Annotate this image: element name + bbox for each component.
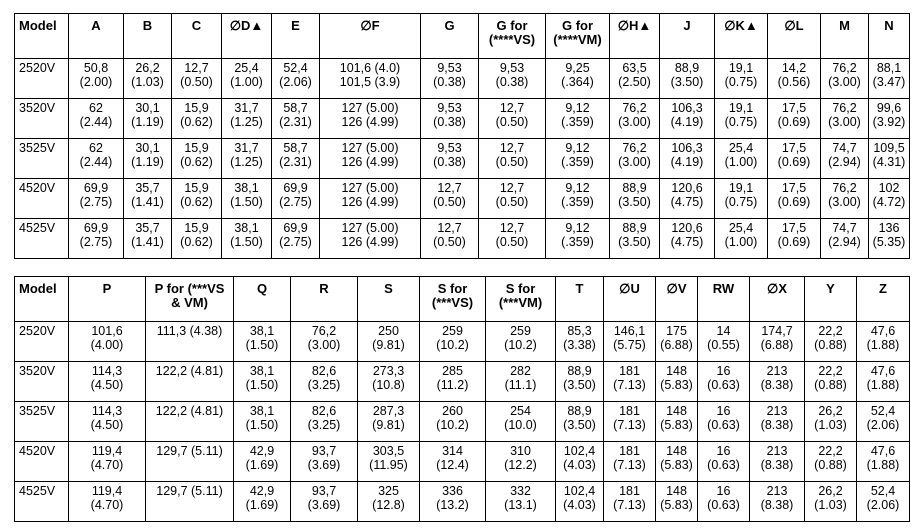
dimension-cell: 30,1 (1.19)	[124, 99, 172, 139]
dimension-cell: 111,3 (4.38)	[146, 322, 234, 362]
dimension-cell: 15,9 (0.62)	[172, 139, 222, 179]
dimension-cell: 22,2 (0.88)	[805, 322, 857, 362]
dimension-cell: 127 (5.00) 126 (4.99)	[320, 139, 421, 179]
dimension-cell: 102,4 (4.03)	[556, 482, 604, 522]
dimension-cell: 148 (5.83)	[656, 402, 698, 442]
dimension-cell: 119,4 (4.70)	[69, 482, 146, 522]
dimension-cell: 88,9 (3.50)	[556, 402, 604, 442]
dimensions-table-2	[14, 276, 910, 522]
dimension-cell: 12,7 (0.50)	[479, 179, 546, 219]
dimension-cell: 22,2 (0.88)	[805, 442, 857, 482]
dimension-cell: 181 (7.13)	[604, 442, 656, 482]
dimension-cell: 16 (0.63)	[698, 402, 750, 442]
column-header: J	[660, 14, 715, 59]
dimension-cell: 19,1 (0.75)	[715, 179, 768, 219]
dimension-cell: 47,6 (1.88)	[857, 442, 910, 482]
model-cell: 4520V	[15, 179, 69, 219]
column-header: S for (***VM)	[486, 277, 556, 322]
dimension-cell: 25,4 (1.00)	[222, 59, 272, 99]
dimension-cell: 175 (6.88)	[656, 322, 698, 362]
dimension-cell: 260 (10.2)	[420, 402, 486, 442]
dimension-cell: 35,7 (1.41)	[124, 219, 172, 259]
dimension-cell: 19,1 (0.75)	[715, 59, 768, 99]
model-cell: 3520V	[15, 99, 69, 139]
column-header: ∅H▲	[610, 14, 660, 59]
dimension-cell: 181 (7.13)	[604, 402, 656, 442]
dimension-cell: 42,9 (1.69)	[234, 442, 291, 482]
column-header: S for (***VS)	[420, 277, 486, 322]
column-header: R	[291, 277, 358, 322]
dimension-cell: 76,2 (3.00)	[821, 179, 869, 219]
column-header: Y	[805, 277, 857, 322]
dimension-cell: 9,12 (.359)	[546, 99, 610, 139]
dimension-cell: 12,7 (0.50)	[421, 219, 479, 259]
dimension-cell: 181 (7.13)	[604, 362, 656, 402]
dimension-cell: 63,5 (2.50)	[610, 59, 660, 99]
dimension-cell: 325 (12.8)	[358, 482, 420, 522]
table-row	[15, 482, 910, 522]
dimension-cell: 52,4 (2.06)	[857, 482, 910, 522]
column-header: ∅X	[750, 277, 805, 322]
dimension-cell: 69,9 (2.75)	[272, 179, 320, 219]
dimension-cell: 273,3 (10.8)	[358, 362, 420, 402]
dimension-cell: 136 (5.35)	[869, 219, 910, 259]
column-header: T	[556, 277, 604, 322]
column-header: ∅V	[656, 277, 698, 322]
dimension-cell: 9,25 (.364)	[546, 59, 610, 99]
dimension-cell: 336 (13.2)	[420, 482, 486, 522]
dimension-cell: 106,3 (4.19)	[660, 99, 715, 139]
dimension-cell: 314 (12.4)	[420, 442, 486, 482]
dimension-cell: 14,2 (0.56)	[768, 59, 821, 99]
dimension-cell: 9,53 (0.38)	[421, 59, 479, 99]
column-header: ∅L	[768, 14, 821, 59]
column-header: E	[272, 14, 320, 59]
dimension-cell: 31,7 (1.25)	[222, 139, 272, 179]
dimension-cell: 9,12 (.359)	[546, 219, 610, 259]
dimension-cell: 99,6 (3.92)	[869, 99, 910, 139]
table-row	[15, 322, 910, 362]
dimension-cell: 174,7 (6.88)	[750, 322, 805, 362]
table-row	[15, 442, 910, 482]
column-header: ∅F	[320, 14, 421, 59]
table1-header-row	[15, 14, 910, 59]
dimension-cell: 127 (5.00) 126 (4.99)	[320, 179, 421, 219]
dimension-cell: 109,5 (4.31)	[869, 139, 910, 179]
dimension-cell: 16 (0.63)	[698, 362, 750, 402]
dimension-cell: 25,4 (1.00)	[715, 139, 768, 179]
column-header: ∅K▲	[715, 14, 768, 59]
dimension-cell: 74,7 (2.94)	[821, 219, 869, 259]
table-row	[15, 362, 910, 402]
dimension-cell: 88,1 (3.47)	[869, 59, 910, 99]
model-cell: 2520V	[15, 322, 69, 362]
dimension-cell: 120,6 (4.75)	[660, 179, 715, 219]
column-header: Q	[234, 277, 291, 322]
dimension-cell: 38,1 (1.50)	[222, 219, 272, 259]
dimension-cell: 74,7 (2.94)	[821, 139, 869, 179]
dimension-cell: 146,1 (5.75)	[604, 322, 656, 362]
table-row	[15, 179, 910, 219]
column-header: ∅U	[604, 277, 656, 322]
column-header: C	[172, 14, 222, 59]
table-row	[15, 139, 910, 179]
dimension-cell: 76,2 (3.00)	[821, 99, 869, 139]
column-header: N	[869, 14, 910, 59]
dimension-cell: 16 (0.63)	[698, 442, 750, 482]
model-cell: 4525V	[15, 219, 69, 259]
dimension-cell: 129,7 (5.11)	[146, 482, 234, 522]
dimension-cell: 88,9 (3.50)	[610, 219, 660, 259]
dimension-cell: 69,9 (2.75)	[69, 219, 124, 259]
dimension-cell: 101,6 (4.00)	[69, 322, 146, 362]
column-header: S	[358, 277, 420, 322]
dimension-cell: 148 (5.83)	[656, 442, 698, 482]
dimension-cell: 50,8 (2.00)	[69, 59, 124, 99]
dimension-cell: 58,7 (2.31)	[272, 99, 320, 139]
dimension-cell: 62 (2.44)	[69, 139, 124, 179]
dimension-cell: 102,4 (4.03)	[556, 442, 604, 482]
dimension-cell: 17,5 (0.69)	[768, 139, 821, 179]
model-cell: 2520V	[15, 59, 69, 99]
dimension-cell: 282 (11.1)	[486, 362, 556, 402]
dimension-cell: 148 (5.83)	[656, 362, 698, 402]
model-cell: 4520V	[15, 442, 69, 482]
dimension-cell: 26,2 (1.03)	[805, 402, 857, 442]
dimension-cell: 114,3 (4.50)	[69, 362, 146, 402]
dimension-cell: 114,3 (4.50)	[69, 402, 146, 442]
dimension-cell: 15,9 (0.62)	[172, 219, 222, 259]
dimension-cell: 122,2 (4.81)	[146, 402, 234, 442]
dimension-cell: 213 (8.38)	[750, 402, 805, 442]
column-header: P	[69, 277, 146, 322]
dimension-cell: 16 (0.63)	[698, 482, 750, 522]
dimension-cell: 120,6 (4.75)	[660, 219, 715, 259]
dimension-cell: 259 (10.2)	[486, 322, 556, 362]
table1-body	[15, 59, 910, 259]
dimension-cell: 17,5 (0.69)	[768, 99, 821, 139]
dimension-cell: 181 (7.13)	[604, 482, 656, 522]
dimension-cell: 88,9 (3.50)	[660, 59, 715, 99]
dimension-cell: 82,6 (3.25)	[291, 362, 358, 402]
dimension-cell: 76,2 (3.00)	[821, 59, 869, 99]
dimension-cell: 42,9 (1.69)	[234, 482, 291, 522]
dimension-cell: 9,53 (0.38)	[421, 99, 479, 139]
table-row	[15, 219, 910, 259]
model-cell: 3520V	[15, 362, 69, 402]
dimension-cell: 332 (13.1)	[486, 482, 556, 522]
dimension-cell: 12,7 (0.50)	[479, 99, 546, 139]
dimension-cell: 69,9 (2.75)	[272, 219, 320, 259]
column-header: G	[421, 14, 479, 59]
dimension-cell: 213 (8.38)	[750, 362, 805, 402]
dimension-cell: 102 (4.72)	[869, 179, 910, 219]
dimension-cell: 17,5 (0.69)	[768, 219, 821, 259]
column-header: G for (****VS)	[479, 14, 546, 59]
column-header: A	[69, 14, 124, 59]
dimension-cell: 12,7 (0.50)	[172, 59, 222, 99]
dimension-cell: 127 (5.00) 126 (4.99)	[320, 219, 421, 259]
dimension-cell: 9,12 (.359)	[546, 139, 610, 179]
dimension-cell: 76,2 (3.00)	[291, 322, 358, 362]
dimension-cell: 19,1 (0.75)	[715, 99, 768, 139]
dimension-cell: 122,2 (4.81)	[146, 362, 234, 402]
table2-header-row	[15, 277, 910, 322]
dimension-cell: 9,53 (0.38)	[479, 59, 546, 99]
model-cell: 3525V	[15, 139, 69, 179]
dimension-cell: 47,6 (1.88)	[857, 362, 910, 402]
dimension-cell: 82,6 (3.25)	[291, 402, 358, 442]
dimension-cell: 12,7 (0.50)	[479, 139, 546, 179]
dimension-cell: 254 (10.0)	[486, 402, 556, 442]
dimension-cell: 26,2 (1.03)	[124, 59, 172, 99]
dimension-cell: 47,6 (1.88)	[857, 322, 910, 362]
dimension-cell: 76,2 (3.00)	[610, 99, 660, 139]
dimension-cell: 9,12 (.359)	[546, 179, 610, 219]
column-header: M	[821, 14, 869, 59]
dimensions-table-1	[14, 13, 910, 259]
dimension-cell: 106,3 (4.19)	[660, 139, 715, 179]
dimension-cell: 310 (12.2)	[486, 442, 556, 482]
dimension-cell: 69,9 (2.75)	[69, 179, 124, 219]
dimension-cell: 250 (9.81)	[358, 322, 420, 362]
model-cell: 3525V	[15, 402, 69, 442]
dimension-cell: 101,6 (4.0) 101,5 (3.9)	[320, 59, 421, 99]
dimension-cell: 15,9 (0.62)	[172, 179, 222, 219]
dimension-cell: 31,7 (1.25)	[222, 99, 272, 139]
dimension-cell: 25,4 (1.00)	[715, 219, 768, 259]
column-header: P for (***VS & VM)	[146, 277, 234, 322]
dimension-cell: 303,5 (11.95)	[358, 442, 420, 482]
dimension-cell: 12,7 (0.50)	[421, 179, 479, 219]
column-header: ∅D▲	[222, 14, 272, 59]
dimension-cell: 38,1 (1.50)	[234, 362, 291, 402]
dimension-cell: 85,3 (3.38)	[556, 322, 604, 362]
dimension-cell: 213 (8.38)	[750, 482, 805, 522]
dimension-cell: 15,9 (0.62)	[172, 99, 222, 139]
dimension-cell: 38,1 (1.50)	[234, 322, 291, 362]
dimension-cell: 127 (5.00) 126 (4.99)	[320, 99, 421, 139]
dimension-cell: 148 (5.83)	[656, 482, 698, 522]
column-header: RW	[698, 277, 750, 322]
dimension-cell: 88,9 (3.50)	[556, 362, 604, 402]
table-row	[15, 402, 910, 442]
dimension-cell: 129,7 (5.11)	[146, 442, 234, 482]
dimension-cell: 30,1 (1.19)	[124, 139, 172, 179]
dimension-cell: 26,2 (1.03)	[805, 482, 857, 522]
table-row	[15, 59, 910, 99]
dimension-cell: 88,9 (3.50)	[610, 179, 660, 219]
dimension-cell: 35,7 (1.41)	[124, 179, 172, 219]
dimension-cell: 287,3 (9.81)	[358, 402, 420, 442]
dimension-cell: 119,4 (4.70)	[69, 442, 146, 482]
dimension-cell: 17,5 (0.69)	[768, 179, 821, 219]
dimension-cell: 58,7 (2.31)	[272, 139, 320, 179]
dimension-cell: 14 (0.55)	[698, 322, 750, 362]
dimension-cell: 93,7 (3.69)	[291, 482, 358, 522]
dimension-cell: 38,1 (1.50)	[234, 402, 291, 442]
dimension-cell: 12,7 (0.50)	[479, 219, 546, 259]
table-row	[15, 99, 910, 139]
column-header: G for (****VM)	[546, 14, 610, 59]
table2-body	[15, 322, 910, 522]
column-header: Z	[857, 277, 910, 322]
dimension-cell: 62 (2.44)	[69, 99, 124, 139]
dimension-cell: 38,1 (1.50)	[222, 179, 272, 219]
column-header-model: Model	[15, 14, 69, 59]
dimension-cell: 259 (10.2)	[420, 322, 486, 362]
dimension-cell: 76,2 (3.00)	[610, 139, 660, 179]
dimension-cell: 93,7 (3.69)	[291, 442, 358, 482]
dimension-cell: 52,4 (2.06)	[272, 59, 320, 99]
column-header-model: Model	[15, 277, 69, 322]
dimension-cell: 213 (8.38)	[750, 442, 805, 482]
model-cell: 4525V	[15, 482, 69, 522]
dimension-cell: 285 (11.2)	[420, 362, 486, 402]
dimension-cell: 52,4 (2.06)	[857, 402, 910, 442]
dimension-cell: 9,53 (0.38)	[421, 139, 479, 179]
dimension-cell: 22,2 (0.88)	[805, 362, 857, 402]
column-header: B	[124, 14, 172, 59]
